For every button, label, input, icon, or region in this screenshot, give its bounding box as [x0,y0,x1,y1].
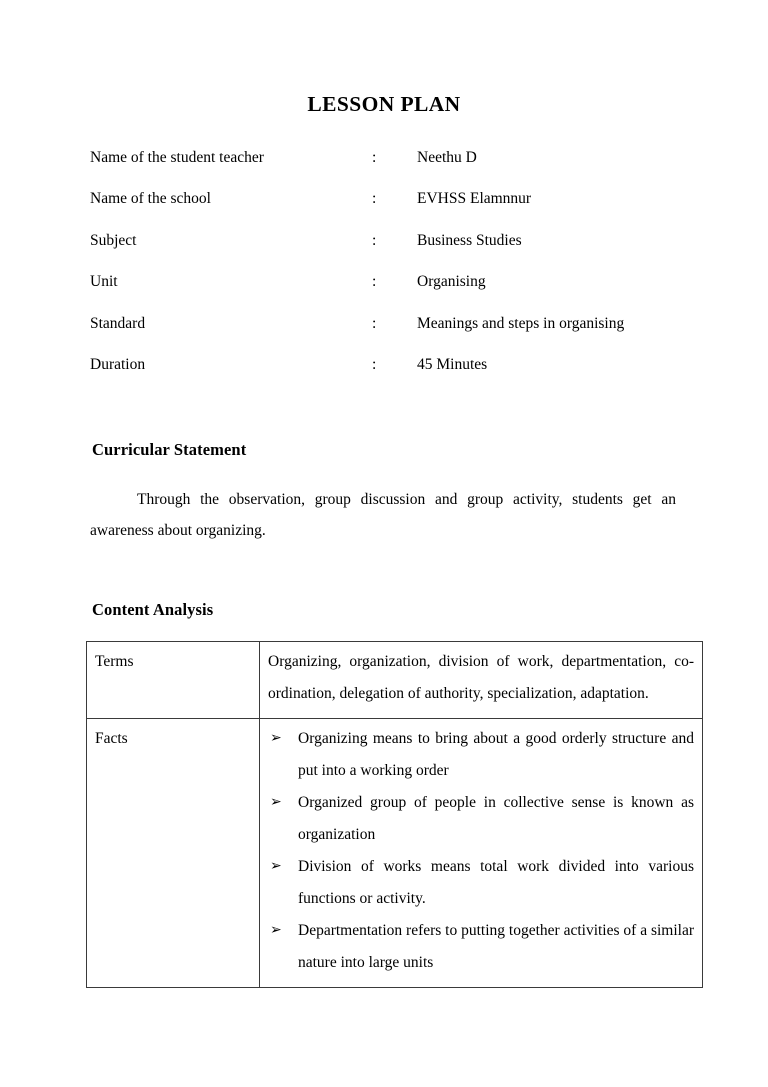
section-heading-curricular-statement: Curricular Statement [92,440,247,459]
list-item [268,851,694,915]
section-heading-content-analysis: Content Analysis [92,600,214,619]
lesson-meta-value: Meanings and steps in organising [417,314,625,332]
lesson-meta-separator: : [372,273,377,291]
lesson-meta-row [90,314,690,355]
lesson-meta-separator: : [372,149,377,166]
table-cell-label: Terms [87,642,260,719]
lesson-meta-list [90,148,690,396]
list-item [268,787,694,851]
list-item [268,723,694,787]
terms-text: Organizing, organization, division of work, departmentation, co-ordination, delegation of authority, specialization, adaptation. [268,653,694,702]
lesson-meta-value: 45 Minutes [417,355,488,373]
arrow-bullet-icon: ➢ [270,795,282,810]
lesson-meta-separator: : [372,355,377,373]
content-analysis-table-body [87,642,703,988]
lesson-meta-label: Standard [90,314,146,332]
lesson-meta-row [90,231,690,272]
lesson-meta-value: Neethu D [417,149,477,166]
list-item [268,915,694,979]
lesson-meta-separator: : [372,314,377,332]
list-item-text: Division of works means total work divided into various functions or activity. [298,858,694,907]
lesson-meta-label: Unit [90,273,118,291]
lesson-meta-label: Subject [90,231,137,249]
lesson-meta-row [90,355,690,396]
table-cell-label: Facts [87,719,260,988]
page-title: LESSON PLAN [307,92,461,116]
lesson-meta-label: Name of the student teacher [90,149,264,166]
lesson-meta-separator: : [372,231,377,249]
lesson-meta-row [90,148,690,189]
lesson-meta-label: Duration [90,355,146,373]
lesson-meta-value: EVHSS Elamnnur [417,190,532,208]
curricular-statement-text: Through the observation, group discussion and group activity, students get an awareness about organizing. [90,491,676,539]
fact-bullet-list [268,723,694,979]
lesson-meta-row [90,272,690,313]
content-analysis-table [86,641,703,988]
lesson-meta-separator: : [372,190,377,208]
table-cell-content [260,642,703,719]
arrow-bullet-icon: ➢ [270,923,282,938]
arrow-bullet-icon: ➢ [270,731,282,746]
arrow-bullet-icon: ➢ [270,859,282,874]
table-row [87,642,703,719]
lesson-meta-row [90,189,690,230]
lesson-meta-label: Name of the school [90,190,211,208]
lesson-meta-value: Organising [417,273,486,291]
table-cell-content [260,719,703,988]
list-item-text: Organizing means to bring about a good orderly structure and put into a working order [298,730,694,779]
list-item-text: Organized group of people in collective sense is known as organization [298,794,694,843]
list-item-text: Departmentation refers to putting together activities of a similar nature into large units [298,922,694,971]
lesson-meta-value: Business Studies [417,231,522,249]
table-row [87,719,703,988]
